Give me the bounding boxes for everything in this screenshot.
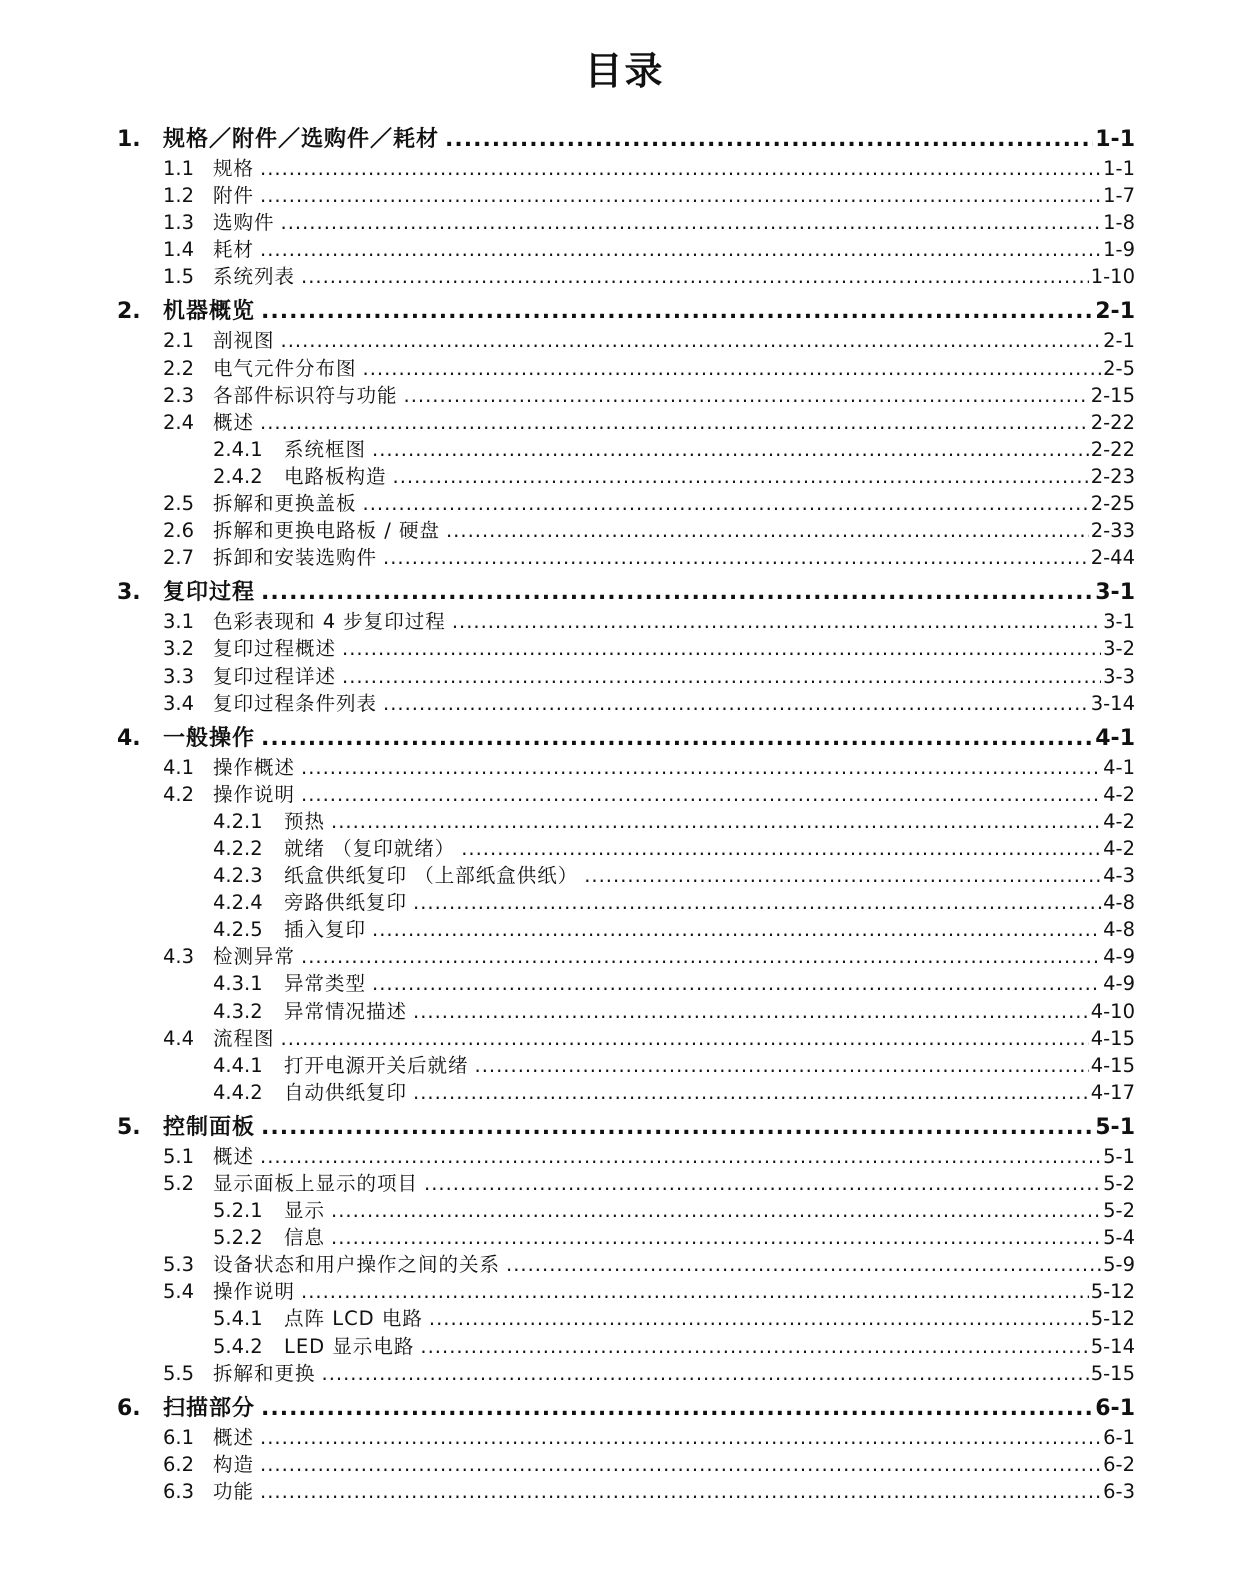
toc-label: 插入复印 xyxy=(284,918,367,942)
toc-number: 5.4 xyxy=(163,1280,195,1304)
dot-leader xyxy=(506,1251,1101,1278)
toc-label: 扫描部分 xyxy=(163,1395,256,1421)
toc-subsection-entry[interactable] xyxy=(0,889,1249,916)
dot-leader xyxy=(452,608,1101,635)
toc-subsection-entry[interactable] xyxy=(0,1079,1249,1106)
toc-label: 显示面板上显示的项目 xyxy=(213,1172,419,1195)
toc-page-number: 3-3 xyxy=(1103,664,1135,688)
dot-leader xyxy=(363,355,1102,382)
toc-section-entry[interactable] xyxy=(0,1025,1249,1052)
toc-label: 拆解和更换 xyxy=(213,1361,316,1385)
toc-page-number: 5-12 xyxy=(1090,1307,1135,1331)
toc-chapter-entry[interactable] xyxy=(0,124,1249,155)
toc-page-number: 4-9 xyxy=(1103,972,1135,996)
toc-label: 旁路供纸复印 xyxy=(284,891,408,915)
toc-number: 4.4 xyxy=(163,1026,195,1050)
toc-section-entry[interactable] xyxy=(0,517,1249,544)
dot-leader xyxy=(372,916,1101,943)
dot-leader xyxy=(445,124,1093,155)
toc-page-number: 4-3 xyxy=(1103,864,1135,888)
dot-leader xyxy=(461,835,1101,862)
toc-page-number: 5-15 xyxy=(1090,1361,1135,1385)
toc-chapter xyxy=(0,124,1249,290)
toc-number: 4.3.2 xyxy=(213,999,263,1023)
toc-page-number: 4-15 xyxy=(1090,1026,1135,1050)
toc-number: 3.3 xyxy=(163,664,195,688)
toc-page-number: 5-2 xyxy=(1103,1172,1135,1195)
toc-section-entry[interactable] xyxy=(0,1170,1249,1197)
toc-label: 功能 xyxy=(213,1479,255,1503)
toc-label: 显示 xyxy=(284,1199,326,1223)
dot-leader xyxy=(261,577,1093,608)
toc-page-number: 5-4 xyxy=(1103,1226,1135,1250)
toc-section-entry[interactable] xyxy=(0,1251,1249,1278)
toc-page-number: 1-9 xyxy=(1103,238,1135,262)
toc-label: 点阵 LCD 电路 xyxy=(284,1307,423,1331)
toc-number: 4.2.5 xyxy=(213,918,263,942)
toc-page-number: 3-2 xyxy=(1103,637,1135,661)
toc-page-number: 2-15 xyxy=(1090,383,1135,407)
toc-chapter xyxy=(0,296,1249,571)
toc-number: 2.7 xyxy=(163,546,195,570)
toc-page-number: 1-8 xyxy=(1103,211,1135,235)
toc-section-entry[interactable] xyxy=(0,690,1249,717)
toc-label: 剖视图 xyxy=(213,329,275,353)
table-of-contents xyxy=(0,124,1249,1511)
toc-section-entry[interactable] xyxy=(0,155,1249,182)
toc-page-number: 2-22 xyxy=(1090,437,1135,461)
toc-page-number: 5-1 xyxy=(1103,1144,1135,1168)
toc-label: 纸盒供纸复印 （上部纸盒供纸） xyxy=(284,864,579,888)
toc-number: 4.2.2 xyxy=(213,836,263,860)
toc-chapter xyxy=(0,577,1249,716)
toc-page-number: 2-1 xyxy=(1095,299,1135,325)
dot-leader xyxy=(261,723,1093,754)
toc-label: 复印过程 xyxy=(163,580,256,606)
toc-subsection-entry[interactable] xyxy=(0,1305,1249,1332)
toc-page-number: 2-25 xyxy=(1090,492,1135,516)
toc-number: 6. xyxy=(117,1395,141,1421)
toc-section-entry[interactable] xyxy=(0,1143,1249,1170)
dot-leader xyxy=(584,862,1101,889)
toc-page-number: 2-33 xyxy=(1090,519,1135,543)
toc-number: 3.1 xyxy=(163,610,195,634)
toc-label: 异常类型 xyxy=(284,972,367,996)
toc-page-number: 4-10 xyxy=(1090,999,1135,1023)
toc-number: 5. xyxy=(117,1114,141,1140)
toc-number: 6.1 xyxy=(163,1425,195,1449)
dot-leader xyxy=(301,1278,1089,1305)
toc-page-number: 5-2 xyxy=(1103,1199,1135,1223)
toc-section-entry[interactable] xyxy=(0,182,1249,209)
toc-number: 5.2 xyxy=(163,1172,195,1195)
toc-section-entry[interactable] xyxy=(0,382,1249,409)
toc-label: 概述 xyxy=(213,1144,255,1168)
dot-leader xyxy=(260,1478,1101,1505)
toc-label: 附件 xyxy=(213,184,255,208)
toc-number: 1.2 xyxy=(163,184,195,208)
toc-page-number: 4-15 xyxy=(1090,1053,1135,1077)
toc-label: 系统列表 xyxy=(213,265,296,289)
dot-leader xyxy=(372,970,1101,997)
dot-leader xyxy=(393,463,1089,490)
toc-section-entry[interactable] xyxy=(0,608,1249,635)
toc-label: 复印过程条件列表 xyxy=(213,691,378,715)
toc-chapter-entry[interactable] xyxy=(0,1112,1249,1143)
toc-label: 流程图 xyxy=(213,1026,275,1050)
dot-leader xyxy=(301,781,1101,808)
toc-subsection-entry[interactable] xyxy=(0,835,1249,862)
toc-number: 1. xyxy=(117,127,141,152)
toc-subsection-entry[interactable] xyxy=(0,808,1249,835)
dot-leader xyxy=(301,754,1101,781)
toc-number: 6.2 xyxy=(163,1452,195,1476)
toc-number: 2. xyxy=(117,299,141,325)
toc-number: 2.2 xyxy=(163,356,195,380)
toc-number: 5.4.1 xyxy=(213,1307,263,1331)
page-title: 目录 xyxy=(584,49,665,93)
dot-leader xyxy=(413,1079,1089,1106)
toc-page-number: 3-1 xyxy=(1095,580,1135,606)
dot-leader xyxy=(363,490,1089,517)
toc-page-number: 2-5 xyxy=(1103,356,1135,380)
toc-page-number: 5-14 xyxy=(1090,1334,1135,1358)
toc-number: 3.2 xyxy=(163,637,195,661)
toc-section-entry[interactable] xyxy=(0,1360,1249,1387)
dot-leader xyxy=(261,1393,1093,1424)
dot-leader xyxy=(331,808,1101,835)
toc-number: 4.4.2 xyxy=(213,1080,263,1104)
toc-label: 电气元件分布图 xyxy=(213,356,357,380)
toc-number: 2.5 xyxy=(163,492,195,516)
toc-page-number: 5-9 xyxy=(1103,1253,1135,1277)
toc-number: 2.3 xyxy=(163,383,195,407)
toc-page-number: 1-7 xyxy=(1103,184,1135,208)
dot-leader xyxy=(413,998,1089,1025)
toc-label: 系统框图 xyxy=(284,437,367,461)
dot-leader xyxy=(261,296,1093,327)
toc-number: 5.5 xyxy=(163,1361,195,1385)
toc-number: 3. xyxy=(117,580,141,606)
dot-leader xyxy=(281,327,1102,354)
toc-chapter xyxy=(0,1393,1249,1505)
dot-leader xyxy=(372,436,1089,463)
toc-label: 信息 xyxy=(284,1226,326,1250)
toc-section-entry[interactable] xyxy=(0,1424,1249,1451)
toc-page-number: 1-1 xyxy=(1103,157,1135,180)
toc-section-entry[interactable] xyxy=(0,355,1249,382)
toc-section-entry[interactable] xyxy=(0,781,1249,808)
toc-number: 4.3.1 xyxy=(213,972,263,996)
dot-leader xyxy=(261,1112,1093,1143)
toc-number: 4.4.1 xyxy=(213,1053,263,1077)
toc-label: 耗材 xyxy=(213,238,255,262)
toc-chapter-entry[interactable] xyxy=(0,1393,1249,1424)
toc-number: 4. xyxy=(117,725,141,751)
toc-label: 规格／附件／选购件／耗材 xyxy=(163,127,440,152)
toc-page-number: 4-2 xyxy=(1103,836,1135,860)
toc-subsection-entry[interactable] xyxy=(0,1052,1249,1079)
toc-number: 4.2.1 xyxy=(213,809,263,833)
toc-label: 选购件 xyxy=(213,211,275,235)
toc-number: 2.4.1 xyxy=(213,437,263,461)
toc-label: 拆解和更换盖板 xyxy=(213,492,357,516)
toc-label: 复印过程概述 xyxy=(213,637,337,661)
toc-number: 1.1 xyxy=(163,157,195,180)
toc-subsection-entry[interactable] xyxy=(0,1197,1249,1224)
toc-chapter-entry[interactable] xyxy=(0,577,1249,608)
toc-section-entry[interactable] xyxy=(0,209,1249,236)
toc-page-number: 4-2 xyxy=(1103,782,1135,806)
dot-leader xyxy=(429,1305,1089,1332)
toc-section-entry[interactable] xyxy=(0,263,1249,290)
toc-section-entry[interactable] xyxy=(0,754,1249,781)
toc-label: 概述 xyxy=(213,410,255,434)
toc-page-number: 1-1 xyxy=(1095,127,1135,152)
toc-section-entry[interactable] xyxy=(0,635,1249,662)
toc-subsection-entry[interactable] xyxy=(0,862,1249,889)
toc-label: 规格 xyxy=(213,157,255,180)
toc-page-number: 4-8 xyxy=(1103,891,1135,915)
toc-subsection-entry[interactable] xyxy=(0,436,1249,463)
dot-leader xyxy=(260,182,1101,209)
dot-leader xyxy=(260,236,1101,263)
toc-label: 设备状态和用户操作之间的关系 xyxy=(213,1253,501,1277)
toc-number: 4.2.4 xyxy=(213,891,263,915)
dot-leader xyxy=(342,635,1101,662)
toc-page-number: 6-1 xyxy=(1103,1425,1135,1449)
dot-leader xyxy=(260,409,1089,436)
toc-label: 预热 xyxy=(284,809,326,833)
toc-number: 2.6 xyxy=(163,519,195,543)
dot-leader xyxy=(424,1170,1101,1197)
toc-number: 3.4 xyxy=(163,691,195,715)
dot-leader xyxy=(260,1143,1101,1170)
toc-section-entry[interactable] xyxy=(0,663,1249,690)
toc-section-entry[interactable] xyxy=(0,409,1249,436)
toc-number: 1.3 xyxy=(163,211,195,235)
toc-page-number: 5-12 xyxy=(1090,1280,1135,1304)
toc-section-entry[interactable] xyxy=(0,327,1249,354)
toc-subsection-entry[interactable] xyxy=(0,998,1249,1025)
dot-leader xyxy=(331,1224,1101,1251)
toc-page-number: 1-10 xyxy=(1090,265,1135,289)
toc-page-number: 2-44 xyxy=(1090,546,1135,570)
toc-page-number: 2-1 xyxy=(1103,329,1135,353)
toc-label: 色彩表现和 4 步复印过程 xyxy=(213,610,446,634)
toc-label: 控制面板 xyxy=(163,1114,256,1140)
dot-leader xyxy=(446,517,1089,544)
toc-section-entry[interactable] xyxy=(0,1478,1249,1505)
toc-subsection-entry[interactable] xyxy=(0,1333,1249,1360)
dot-leader xyxy=(383,544,1089,571)
dot-leader xyxy=(260,155,1101,182)
toc-label: 就绪 （复印就绪） xyxy=(284,836,456,860)
toc-number: 5.3 xyxy=(163,1253,195,1277)
toc-number: 2.4 xyxy=(163,410,195,434)
toc-number: 4.2.3 xyxy=(213,864,263,888)
dot-leader xyxy=(301,943,1101,970)
toc-page-number: 4-8 xyxy=(1103,918,1135,942)
toc-chapter-entry[interactable] xyxy=(0,296,1249,327)
dot-leader xyxy=(420,1333,1088,1360)
toc-number: 2.1 xyxy=(163,329,195,353)
toc-label: 各部件标识符与功能 xyxy=(213,383,398,407)
toc-label: 拆卸和安装选购件 xyxy=(213,546,378,570)
toc-section-entry[interactable] xyxy=(0,490,1249,517)
toc-label: 机器概览 xyxy=(163,299,256,325)
dot-leader xyxy=(331,1197,1101,1224)
toc-number: 1.4 xyxy=(163,238,195,262)
toc-label: 操作说明 xyxy=(213,1280,296,1304)
toc-chapter xyxy=(0,723,1249,1106)
toc-page-number: 2-22 xyxy=(1090,410,1135,434)
toc-page-number: 6-1 xyxy=(1095,1395,1135,1421)
dot-leader xyxy=(342,663,1101,690)
dot-leader xyxy=(413,889,1101,916)
toc-label: 检测异常 xyxy=(213,945,296,969)
toc-number: 6.3 xyxy=(163,1479,195,1503)
toc-page-number: 4-9 xyxy=(1103,945,1135,969)
dot-leader xyxy=(383,690,1089,717)
toc-page-number: 4-1 xyxy=(1095,725,1135,751)
toc-number: 4.3 xyxy=(163,945,195,969)
toc-number: 4.2 xyxy=(163,782,195,806)
toc-subsection-entry[interactable] xyxy=(0,463,1249,490)
dot-leader xyxy=(260,1424,1101,1451)
toc-number: 1.5 xyxy=(163,265,195,289)
dot-leader xyxy=(260,1451,1101,1478)
toc-number: 5.2.1 xyxy=(213,1199,263,1223)
dot-leader xyxy=(322,1360,1089,1387)
dot-leader xyxy=(301,263,1089,290)
toc-label: 概述 xyxy=(213,1425,255,1449)
toc-label: LED 显示电路 xyxy=(284,1334,415,1358)
toc-label: 操作概述 xyxy=(213,755,296,779)
dot-leader xyxy=(475,1052,1089,1079)
toc-section-entry[interactable] xyxy=(0,544,1249,571)
toc-page-number: 3-1 xyxy=(1103,610,1135,634)
toc-subsection-entry[interactable] xyxy=(0,1224,1249,1251)
toc-page-number: 4-2 xyxy=(1103,809,1135,833)
toc-page-number: 4-1 xyxy=(1103,755,1135,779)
toc-section-entry[interactable] xyxy=(0,943,1249,970)
toc-label: 自动供纸复印 xyxy=(284,1080,408,1104)
toc-label: 构造 xyxy=(213,1452,255,1476)
toc-label: 电路板构造 xyxy=(284,464,387,488)
toc-page-number: 3-14 xyxy=(1090,691,1135,715)
dot-leader xyxy=(281,209,1102,236)
toc-page-number: 4-17 xyxy=(1090,1080,1135,1104)
dot-leader xyxy=(281,1025,1089,1052)
toc-label: 异常情况描述 xyxy=(284,999,408,1023)
toc-label: 拆解和更换电路板 / 硬盘 xyxy=(213,519,440,543)
toc-number: 5.2.2 xyxy=(213,1226,263,1250)
toc-section-entry[interactable] xyxy=(0,1451,1249,1478)
toc-number: 5.4.2 xyxy=(213,1334,263,1358)
toc-label: 打开电源开关后就绪 xyxy=(284,1053,469,1077)
toc-section-entry[interactable] xyxy=(0,1278,1249,1305)
toc-label: 一般操作 xyxy=(163,725,256,751)
toc-subsection-entry[interactable] xyxy=(0,970,1249,997)
toc-page-number: 2-23 xyxy=(1090,464,1135,488)
toc-page-number: 6-2 xyxy=(1103,1452,1135,1476)
toc-chapter-entry[interactable] xyxy=(0,723,1249,754)
toc-number: 4.1 xyxy=(163,755,195,779)
dot-leader xyxy=(404,382,1089,409)
toc-number: 2.4.2 xyxy=(213,464,263,488)
toc-label: 操作说明 xyxy=(213,782,296,806)
toc-subsection-entry[interactable] xyxy=(0,916,1249,943)
toc-number: 5.1 xyxy=(163,1144,195,1168)
toc-label: 复印过程详述 xyxy=(213,664,337,688)
toc-chapter xyxy=(0,1112,1249,1387)
toc-page-number: 5-1 xyxy=(1095,1114,1135,1140)
toc-section-entry[interactable] xyxy=(0,236,1249,263)
toc-page-number: 6-3 xyxy=(1103,1479,1135,1503)
